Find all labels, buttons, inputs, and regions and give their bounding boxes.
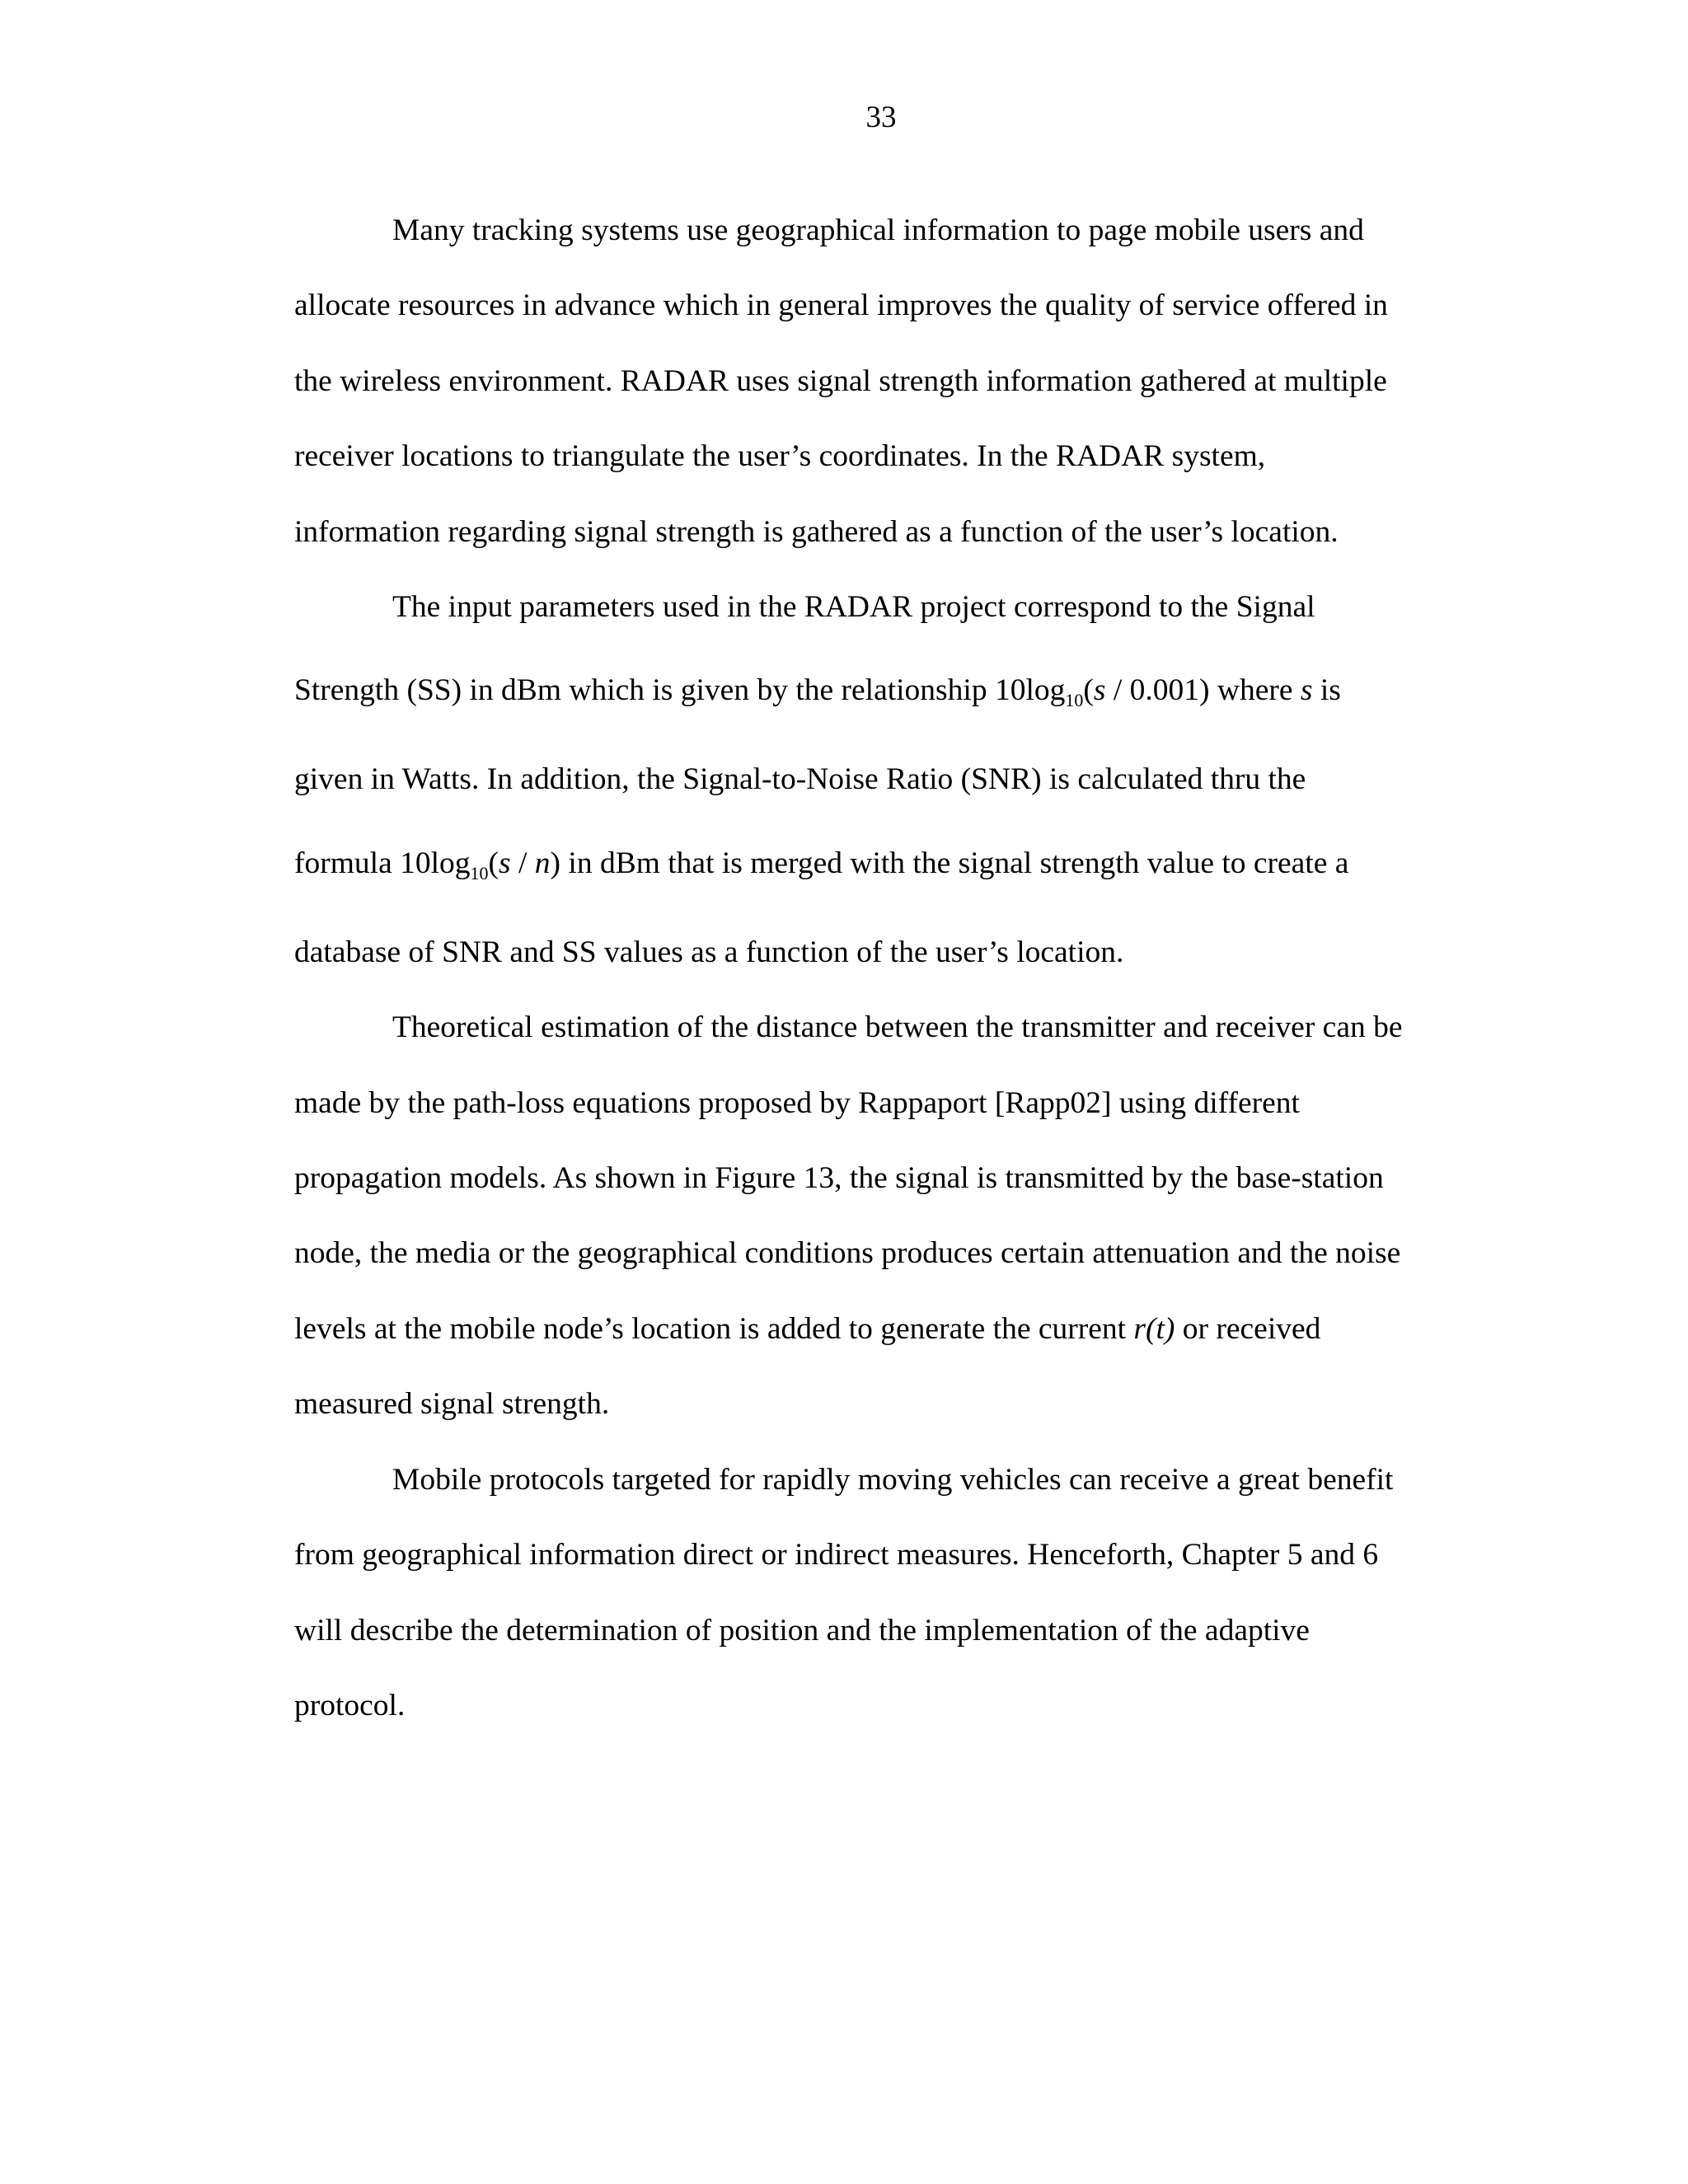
paragraph-3-line-1: Theoretical estimation of the distance between the transmitter and receiver can be [392, 1010, 1403, 1045]
paragraph-3-line-5 [294, 1291, 1473, 1366]
paragraph-2-line-2-mid: where [1209, 673, 1301, 708]
paragraph-1-line-2: allocate resources in advance which in general improves the quality of service offered in [294, 288, 1388, 323]
formula-2-variable-s: s [499, 846, 511, 880]
formula-2-variable-n: n [534, 846, 551, 880]
paragraph-2-line-5: database of SNR and SS values as a function of the user’s location. [294, 935, 1124, 969]
formula-2-coefficient: 10log [400, 846, 471, 880]
paragraph-4-line-4: protocol. [294, 1688, 406, 1722]
paragraph-2-line-4-text: formula [294, 846, 401, 880]
formula-1-variable: s [1093, 673, 1106, 708]
paragraph-1-line-4: receiver locations to triangulate the user’s coordinates. In the RADAR system, [294, 439, 1266, 474]
formula-2-subscript: 10 [470, 862, 489, 883]
paragraph-3-line-4: node, the media or the geographical conditions produces certain attenuation and the noise [294, 1236, 1401, 1271]
paragraph-3-line-3: propagation models. As shown in Figure 13, the signal is transmitted by the base-station [294, 1161, 1384, 1196]
page-number: 33 [865, 101, 897, 134]
formula-2-open: ( [488, 846, 499, 880]
paragraph-2-line-2-variable: s [1300, 673, 1313, 708]
received-signal-symbol: r(t) [1133, 1311, 1175, 1346]
paragraph-2-line-1: The input parameters used in the RADAR project correspond to the Signal [392, 590, 1315, 625]
paragraph-3-line-5-end: or received [1175, 1311, 1321, 1346]
paragraph-4 [294, 1442, 1473, 1744]
paragraph-4-line-2: from geographical information direct or indirect measures. Henceforth, Chapter 5 and 6 [294, 1538, 1379, 1572]
paragraph-2 [294, 569, 1473, 990]
formula-1-open: ( [1083, 673, 1094, 708]
signal-strength-formula [994, 673, 1210, 711]
paragraph-1-line-1: Many tracking systems use geographical information to page mobile users and [392, 213, 1364, 247]
paragraph-3-line-5-text: levels at the mobile node’s location is added to generate the current [294, 1311, 1134, 1346]
formula-1-subscript: 10 [1065, 690, 1084, 711]
paragraph-3-line-6: measured signal strength. [294, 1387, 610, 1422]
paragraph-4-line-3: will describe the determination of position and the implementation of the adaptive [294, 1613, 1310, 1647]
paragraph-2-line-2-end: is [1312, 673, 1341, 708]
formula-1-rest: / 0.001) [1105, 673, 1210, 708]
formula-2-close: ) [550, 846, 561, 880]
paragraph-2-line-2 [294, 644, 1473, 742]
paragraph-2-line-4 [294, 818, 1473, 915]
paragraph-3-line-2: made by the path-loss equations proposed by Rappaport [Rapp02] using different [294, 1085, 1300, 1120]
paragraph-2-line-2-text: Strength (SS) in dBm which is given by the relationship [294, 673, 995, 708]
paragraph-1 [294, 193, 1473, 569]
snr-formula [400, 846, 561, 883]
paragraph-2-line-3: given in Watts. In addition, the Signal-to-Noise Ratio (SNR) is calculated thru the [294, 762, 1306, 797]
paragraph-4-line-1: Mobile protocols targeted for rapidly moving vehicles can receive a great benefit [392, 1462, 1394, 1497]
formula-1-coefficient: 10log [994, 673, 1066, 708]
formula-2-slash: / [510, 846, 535, 880]
paragraph-1-line-5: information regarding signal strength is gathered as a function of the user’s location. [294, 514, 1339, 549]
body-text [294, 193, 1473, 1743]
paragraph-3 [294, 990, 1473, 1441]
paragraph-2-line-4-end: in dBm that is merged with the signal strength value to create a [560, 846, 1349, 880]
paragraph-1-line-3: the wireless environment. RADAR uses signal strength information gathered at multiple [294, 363, 1387, 398]
